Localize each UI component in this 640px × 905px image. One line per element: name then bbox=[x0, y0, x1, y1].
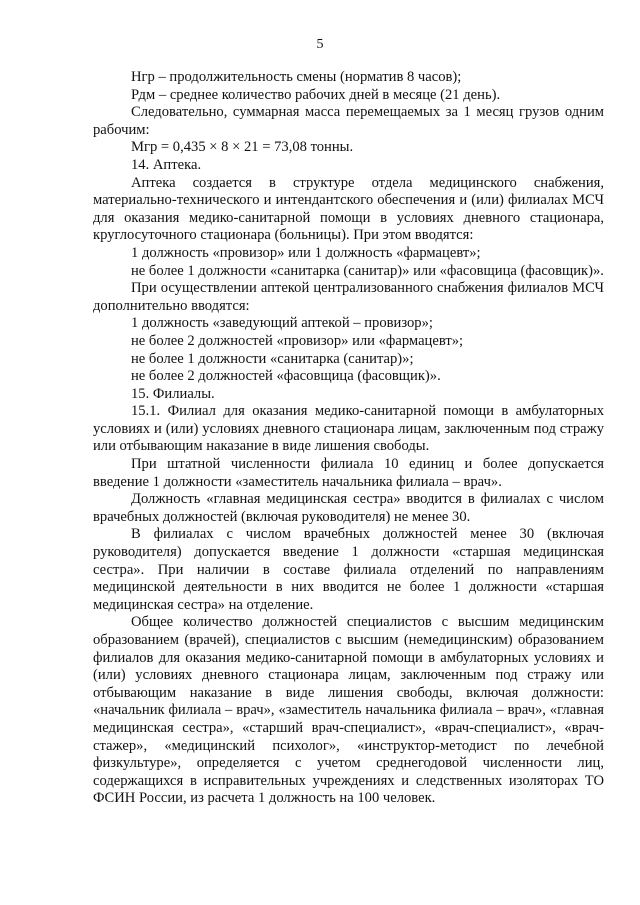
paragraph: Общее количество должностей специалистов с высшим медицинским образованием (врачей), специалистов с высшим (немедицинским) образованием филиалов для оказания медико-санитарной помощи в амбулаторных условиях и (или) условиях дневного стационара лицам, заключенным под стражу или отбывающим наказание в виде лишения свободы, включая должности: «начальник филиала – врач», «заместитель начальника филиала – врач», «главная медицинская сестра», «старший врач-специалист», «врач-специалист», «врач-стажер», «медицинский психолог», «инструктор-методист по лечебной физкультуре», определяется с учетом среднегодовой численности лиц, содержащихся в исправительных учреждениях и следственных изоляторах ТО ФСИН России, из расчета 1 должность на 100 человек. bbox=[93, 614, 604, 807]
page-number: 5 bbox=[316, 37, 324, 52]
paragraph: 15. Филиалы. bbox=[131, 385, 215, 402]
paragraph: 1 должность «заведующий аптекой – провизор»; bbox=[131, 315, 433, 332]
paragraph: При осуществлении аптекой централизованного снабжения филиалов МСЧ дополнительно вводятся: bbox=[93, 280, 604, 314]
paragraph: не более 1 должности «санитарка (санитар)» или «фасовщица (фасовщик)». bbox=[131, 262, 604, 279]
paragraph: Рдм – среднее количество рабочих дней в месяце (21 день). bbox=[131, 86, 501, 103]
paragraph: Должность «главная медицинская сестра» вводится в филиалах с числом врачебных должностей (включая руководителя) не менее 30. bbox=[93, 491, 604, 525]
paragraph: Следовательно, суммарная масса перемещаемых за 1 месяц грузов одним рабочим: bbox=[93, 104, 604, 138]
paragraph: не более 1 должности «санитарка (санитар)»; bbox=[131, 350, 414, 367]
paragraph: 15.1. Филиал для оказания медико-санитарной помощи в амбулаторных условиях и (или) условиях дневного стационара лицам, заключенным под стражу или отбывающим наказание в виде лишения свободы. bbox=[93, 403, 604, 455]
paragraph: 1 должность «провизор» или 1 должность «фармацевт»; bbox=[131, 244, 481, 261]
paragraph: Мгр = 0,435 × 8 × 21 = 73,08 тонны. bbox=[131, 139, 354, 156]
document-body bbox=[93, 69, 604, 808]
paragraph: 14. Аптека. bbox=[131, 156, 202, 173]
paragraph: Нгр – продолжительность смены (норматив 8 часов); bbox=[131, 69, 462, 85]
paragraph: При штатной численности филиала 10 единиц и более допускается введение 1 должности «заместитель начальника филиала – врач». bbox=[93, 456, 604, 490]
paragraph: не более 2 должностей «провизор» или «фармацевт»; bbox=[131, 332, 464, 349]
paragraph: В филиалах с числом врачебных должностей менее 30 (включая руководителя) допускается введение 1 должности «старшая медицинская сестра». При наличии в составе филиала отделений по направлениям медицинской деятельности в них вводится не более 1 должности «старшая медицинская сестра» на отделение. bbox=[93, 526, 604, 613]
paragraph: не более 2 должностей «фасовщица (фасовщик)». bbox=[131, 368, 441, 385]
paragraph: Аптека создается в структуре отдела медицинского снабжения, материально-технического и интендантского обеспечения и (или) филиалах МСЧ для оказания медико-санитарной помощи в условиях дневного стационара, круглосуточного стационара (больницы). При этом вводятся: bbox=[93, 174, 604, 244]
